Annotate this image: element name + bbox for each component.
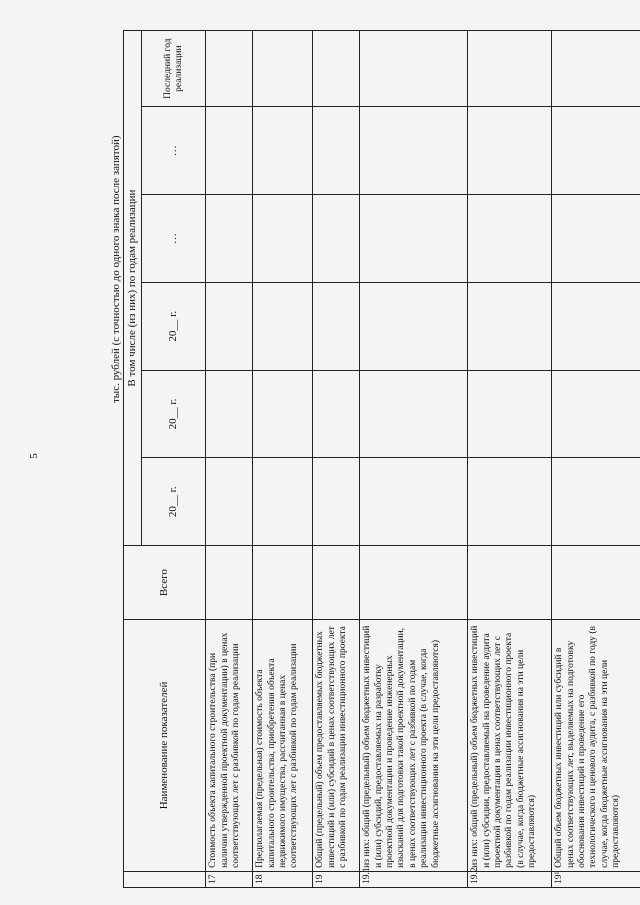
- value-cell: [360, 107, 468, 195]
- value-cell: [206, 458, 253, 546]
- value-cell: [468, 546, 552, 620]
- value-cell: [552, 458, 640, 546]
- value-cell: [206, 107, 253, 195]
- value-cell: [468, 195, 552, 283]
- value-cell: [206, 282, 253, 370]
- value-cell: [468, 107, 552, 195]
- header-years-group: В том числе (из них) по годам реализации: [124, 31, 142, 546]
- value-cell: [253, 282, 313, 370]
- table-row: [360, 31, 468, 888]
- value-cell: [360, 31, 468, 107]
- page-number: 5: [27, 453, 40, 459]
- value-cell: [313, 282, 360, 370]
- value-cell: [313, 458, 360, 546]
- table-row: [552, 31, 640, 888]
- value-cell: [206, 546, 253, 620]
- value-cell: [360, 546, 468, 620]
- indicators-table: [123, 30, 640, 888]
- rotated-page-content: [110, 30, 640, 888]
- value-cell: [253, 107, 313, 195]
- value-cell: [468, 31, 552, 107]
- table-row: [468, 31, 552, 888]
- value-cell: [552, 107, 640, 195]
- header-total: Всего: [124, 546, 206, 620]
- header-num-cell: [124, 871, 206, 887]
- unit-note: тыс. рублей (с точностью до одного знака после запятой): [110, 135, 122, 403]
- value-cell: [360, 282, 468, 370]
- value-cell: [313, 546, 360, 620]
- row-number: 18: [253, 871, 313, 887]
- value-cell: [468, 458, 552, 546]
- row-indicator-text: Стоимость объекта капитального строительства (при наличии утвержденной проектной документации) в ценах соответствующих лет с разбивкой по годам реализации: [206, 620, 253, 872]
- row-number: 19.2: [468, 871, 552, 887]
- row-indicator-text: Общий (предельный) объем предоставляемых бюджетных инвестиций и (или) субсидий в ценах соответствующих лет с разбивкой по годам реализации инвестиционного проекта: [313, 620, 360, 872]
- value-cell: [253, 195, 313, 283]
- value-cell: [253, 370, 313, 458]
- value-cell: [552, 370, 640, 458]
- value-cell: [253, 31, 313, 107]
- value-cell: [206, 31, 253, 107]
- value-cell: [206, 195, 253, 283]
- value-cell: [360, 458, 468, 546]
- row-number: 19.1: [360, 871, 468, 887]
- row-indicator-text: Предполагаемая (предельная) стоимость объекта капитального строительства, приобретения объекта недвижимого имущества, рассчитанная в ценах соответствующих лет с разбивкой по годам реализации: [253, 620, 313, 872]
- header-year-2: 20__ г.: [142, 370, 206, 458]
- row-indicator-text: из них: общий (предельный) объем бюджетных инвестиций и (или) субсидий, предоставляемых на разработку проектной документации и проведение инженерных изысканий для подготовки такой проектной документации, в ценах соответствующих лет с разбивкой по годам реализации инвестиционного проекта (в случае, когда бюджетные ассигнования на эти цели предоставляются): [360, 620, 468, 872]
- value-cell: [552, 282, 640, 370]
- table-row: [206, 31, 253, 888]
- value-cell: [313, 107, 360, 195]
- value-cell: [360, 370, 468, 458]
- value-cell: [253, 458, 313, 546]
- header-year-ellipsis-2: …: [142, 107, 206, 195]
- value-cell: [206, 370, 253, 458]
- row-indicator-text: Общий объем бюджетных инвестиций или субсидий в ценах соответствующих лет, выделяемых на подготовку обоснования инвестиций и проведение его технологического и ценового аудита, с разбивкой по году (в случае, когда бюджетные ассигнования на эти цели предоставляются): [552, 620, 640, 872]
- row-indicator-text: из них: общий (предельный) объем бюджетных инвестиций и (или) субсидии, предоставляемый на проведение аудита проектной документации в ценах соответствующих лет с разбивкой по годам реализации инвестиционного проекта (в случае, когда бюджетные ассигнования на эти цели предоставляются): [468, 620, 552, 872]
- value-cell: [313, 195, 360, 283]
- value-cell: [253, 546, 313, 620]
- value-cell: [468, 370, 552, 458]
- value-cell: [313, 370, 360, 458]
- header-year-1: 20__ г.: [142, 458, 206, 546]
- table-row: [313, 31, 360, 888]
- header-last-year: Последний год реализации: [142, 31, 206, 107]
- row-number: 17: [206, 871, 253, 887]
- header-year-ellipsis-1: …: [142, 195, 206, 283]
- row-number: 19¹: [552, 871, 640, 887]
- header-year-3: 20__ г.: [142, 282, 206, 370]
- value-cell: [468, 282, 552, 370]
- value-cell: [552, 546, 640, 620]
- header-indicator-name: Наименование показателей: [124, 620, 206, 872]
- value-cell: [552, 195, 640, 283]
- value-cell: [360, 195, 468, 283]
- table-row: [253, 31, 313, 888]
- row-number: 19: [313, 871, 360, 887]
- value-cell: [552, 31, 640, 107]
- value-cell: [313, 31, 360, 107]
